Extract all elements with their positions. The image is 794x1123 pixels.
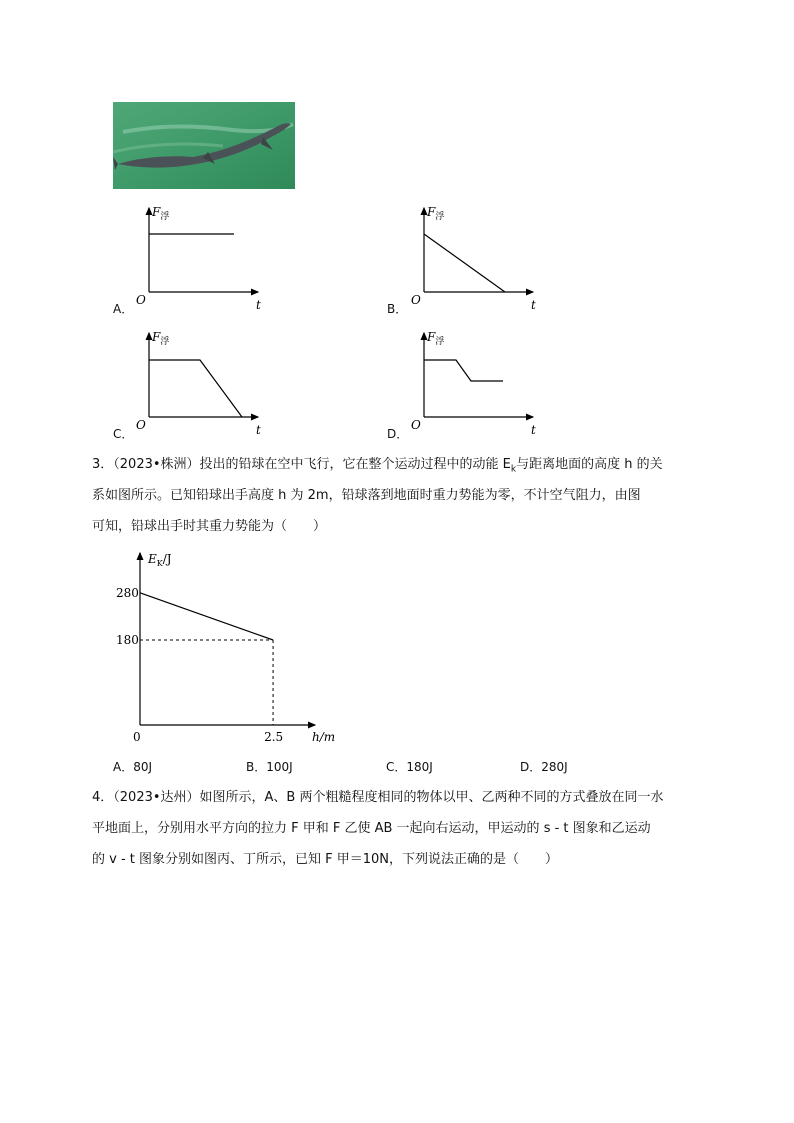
x-axis-label: t bbox=[256, 423, 261, 435]
q4-line-2: 平地面上，分别用水平方向的拉力 F 甲和 F 乙使 AB 一起向右运动，甲运动的 s - t 图象和乙运动 bbox=[92, 821, 651, 836]
origin-label: O bbox=[136, 293, 146, 307]
y-axis-label: $F_浮$ bbox=[427, 205, 445, 222]
option-d-graph bbox=[405, 325, 545, 435]
y-axis-label: $F_浮$ bbox=[152, 330, 170, 347]
q3-option-b: B．100J bbox=[246, 760, 293, 774]
q3-option-c: C．180J bbox=[386, 760, 433, 774]
y-axis-label: $F_浮$ bbox=[152, 205, 170, 222]
force-curve bbox=[424, 234, 505, 292]
x-axis-label: t bbox=[531, 298, 536, 310]
origin-label: 0 bbox=[133, 730, 141, 744]
q3-line-1: 3．（2023•株洲）投出的铅球在空中飞行，它在整个运动过程中的动能 $E_k$与距离地面的高度 h 的关 bbox=[92, 457, 663, 475]
q3-line-3: 可知，铅球出手时其重力势能为（ ） bbox=[92, 519, 327, 534]
sturgeon-fish-photo-icon bbox=[113, 102, 295, 189]
x-axis-label: t bbox=[531, 423, 536, 435]
q4-line-1: 4．（2023•达州）如图所示，A、B 两个粗糙程度相同的物体以甲、乙两种不同的方式叠放在同一水 bbox=[92, 790, 664, 805]
option-b-graph bbox=[405, 200, 545, 310]
sturgeon-photo bbox=[113, 102, 295, 189]
q3-option-a: A．80J bbox=[113, 760, 153, 774]
x-axis-label: h/m bbox=[312, 730, 336, 744]
option-d-letter: D． bbox=[387, 427, 409, 441]
force-curve bbox=[149, 360, 242, 417]
origin-label: O bbox=[136, 418, 146, 432]
y-axis-label: $E_K/J$ bbox=[148, 552, 172, 568]
q3-option-d: D．280J bbox=[520, 760, 568, 774]
q3-line-2: 系如图所示。已知铅球出手高度 h 为 2m，铅球落到地面时重力势能为零，不计空气阻力，由图 bbox=[92, 488, 641, 503]
option-c-graph bbox=[130, 325, 270, 435]
origin-label: O bbox=[411, 293, 421, 307]
option-c-letter: C． bbox=[113, 427, 134, 441]
q3-chart bbox=[100, 545, 360, 750]
force-curve bbox=[424, 360, 503, 381]
option-a-graph bbox=[130, 200, 270, 310]
x-axis-label: t bbox=[256, 298, 261, 310]
y-tick-label: 180 bbox=[116, 633, 139, 647]
ek-series-line bbox=[140, 593, 273, 640]
option-b-letter: B． bbox=[387, 302, 408, 316]
y-tick-label: 280 bbox=[116, 585, 139, 600]
q4-line-3: 的 v - t 图象分别如图丙、丁所示，已知 F 甲＝10N，下列说法正确的是（ ） bbox=[92, 852, 559, 867]
x-tick-label: 2.5 bbox=[264, 730, 284, 744]
origin-label: O bbox=[411, 418, 421, 432]
y-axis-label: $F_浮$ bbox=[427, 330, 445, 347]
option-a-letter: A． bbox=[113, 302, 134, 316]
